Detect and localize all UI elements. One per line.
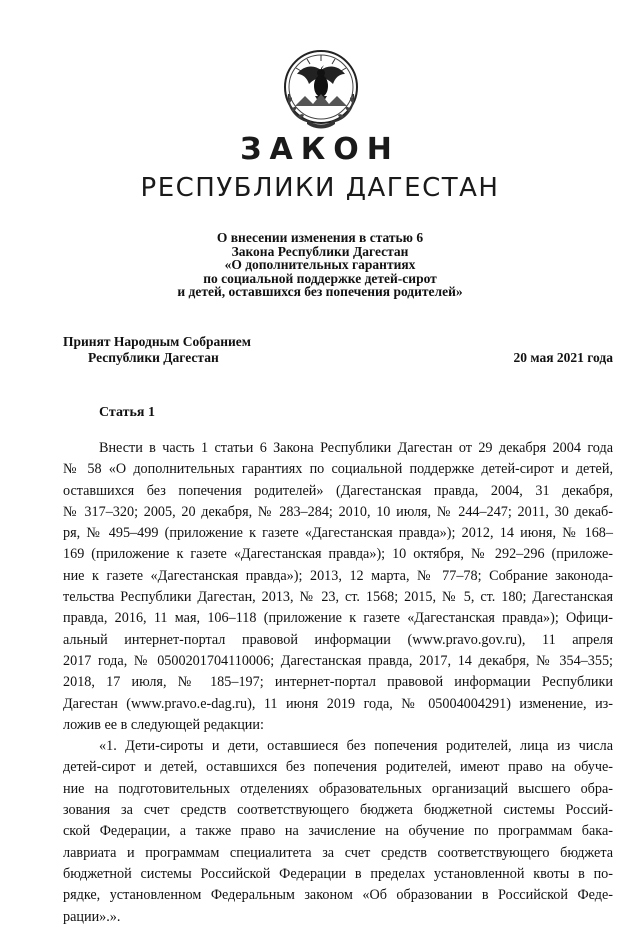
text-line: Внести в часть 1 статьи 6 Закона Республики Дагестан от 29 декабря 2004 года [99,440,613,456]
heading-line: по социальной поддержке детей-сирот [203,270,437,286]
heading-line: «О дополнительных гарантиях [224,257,416,272]
text-line: 2017 года, № 0500201704110006; Дагестанская правда, 2017, 14 декабря, № 354–355; [63,652,613,669]
text-line: тельства Республики Дагестан, 2013, № 23, ст. 1568; 2015, № 5, ст. 180; Дагестанская [63,589,613,606]
heading-line: О внесении изменения в статью 6 [216,230,424,245]
text-line: рации».». [63,908,121,925]
text-line: 2018, 17 июля, № 185–197; интернет-портал правовой информации Республики [63,674,613,691]
heading-line: и детей, оставшихся без попечения родителей» [177,284,463,299]
adopted-by [63,334,251,366]
adopted-line: Республики Дагестан [88,350,219,365]
text-line: ние на подготовительных отделениях образовательных организаций высшего обра- [63,780,613,797]
text-line: рядке, установленном Федеральным законом «Об образовании в Российской Феде- [63,887,613,904]
text-line: ской Федерации, а также право на зачисление на обучение по программам бака- [63,823,613,840]
coat-of-arms-emblem [269,34,373,134]
text-line: бюджетной системы Российской Федерации в пределах установленной квоты в по- [63,865,613,882]
text-line: альный интернет-портал правовой информации (www.pravo.gov.ru), 11 апреля [63,631,613,648]
text-line: ние к газете «Дагестанская правда»); 2013, 12 марта, № 77–78; Собрание законода- [63,567,613,584]
law-title: ЗАКОН [240,132,400,167]
adoption-date: 20 мая 2021 года [513,350,613,365]
article-body [63,438,613,928]
text-line: «1. Дети-сироты и дети, оставшиеся без попечения родителей, лица из числа [99,738,613,755]
law-heading [120,231,520,299]
text-line: № 317–320; 2005, 20 декабря, № 283–284; 2010, 10 июля, № 244–247; 2011, 30 декаб- [63,503,613,520]
text-line: детей-сирот и детей, оставшихся без попечения родителей, имеют право на обуче- [63,759,613,776]
text-line: правда, 2016, 11 мая, 106–118 (приложение к газете «Дагестанская правда»); Офици- [63,610,613,627]
text-line: ложив ее в следующей редакции: [63,716,264,733]
heading-line: Закона Республики Дагестан [231,243,409,259]
text-line: зования за счет средств соответствующего бюджета бюджетной системы Россий- [63,802,613,819]
text-line: 169 (приложение к газете «Дагестанская правда»); 10 октября, № 292–296 (приложе- [63,546,613,563]
text-line: лавриата и программам специалитета за счет средств соответствующего бюджета [63,844,613,861]
law-subtitle: РЕСПУБЛИКИ ДАГЕСТАН [140,173,500,203]
text-line: № 58 «О дополнительных гарантиях по социальной поддержке детей-сирот и детей, [63,461,613,478]
article-title: Статья 1 [99,405,155,420]
text-line: оставшихся без попечения родителей» (Дагестанская правда, 2004, 31 декабря, [63,482,613,499]
text-line: Дагестан (www.pravo.e-dag.ru), 11 июня 2019 года, № 05004004291) изменение, из- [63,695,613,712]
text-line: ря, № 495–499 (приложение к газете «Дагестанская правда»); 2012, 14 июня, № 168– [63,525,613,542]
adopted-line: Принят Народным Собранием [63,334,251,349]
